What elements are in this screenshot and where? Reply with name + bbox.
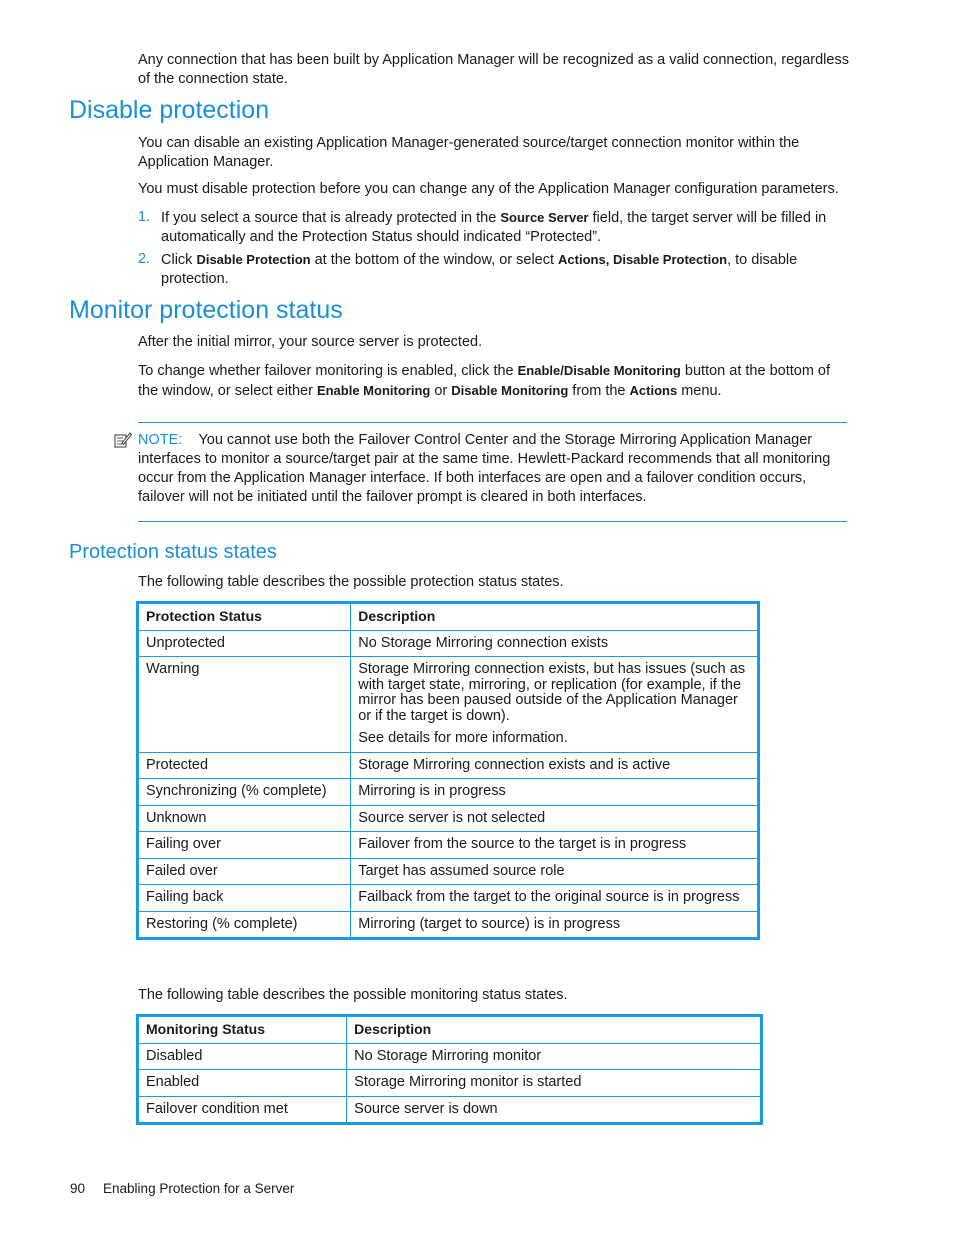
step-text-part: at the bottom of the window, or select <box>310 252 559 268</box>
table-row <box>138 630 759 657</box>
status-cell: Restoring (% complete) <box>138 911 351 939</box>
table-row <box>138 752 759 779</box>
text-part: or <box>430 383 452 399</box>
description-cell: Storage Mirroring monitor is started <box>347 1070 762 1097</box>
table-header-cell: Description <box>347 1016 762 1044</box>
ui-term-actions: Actions <box>629 383 678 398</box>
monitor-paragraph-2 <box>138 361 850 401</box>
table-row <box>138 805 759 832</box>
status-cell: Unprotected <box>138 630 351 657</box>
table-header-row <box>138 1016 762 1044</box>
status-cell: Enabled <box>138 1070 347 1097</box>
note-bottom-rule <box>138 521 847 522</box>
table-row <box>138 885 759 912</box>
table-row <box>138 1070 762 1097</box>
description-paragraph: Storage Mirroring connection exists, but has issues (such as with target state, mirroring, or replication (for example, if the mirror has been paused outside of the Application Manager or if the target is down). <box>358 661 746 724</box>
disable-protection-paragraph-1: You can disable an existing Application Manager-generated source/target connection monitor within the Application Manager. <box>138 135 800 170</box>
step-text <box>161 250 850 289</box>
table-header-cell: Description <box>351 603 759 631</box>
note-top-rule <box>138 422 847 423</box>
heading-monitor-protection-status: Monitor protection status <box>69 296 343 324</box>
description-cell: Source server is not selected <box>351 805 759 832</box>
status-cell: Unknown <box>138 805 351 832</box>
status-cell: Failing over <box>138 832 351 859</box>
disable-protection-paragraph-2: You must disable protection before you can change any of the Application Manager configuration parameters. <box>138 181 839 197</box>
description-paragraph: See details for more information. <box>358 730 568 746</box>
step-text-part: If you select a source that is already protected in the <box>161 210 501 226</box>
text-part: menu. <box>677 383 722 399</box>
monitoring-table-intro: The following table describes the possible monitoring status states. <box>138 987 568 1003</box>
page-number: 90 <box>70 1181 86 1196</box>
protection-status-table <box>136 601 760 940</box>
description-cell <box>351 657 759 753</box>
text-part: button at the bottom of the window, or select either <box>138 363 831 399</box>
table-row <box>138 657 759 753</box>
table-row <box>138 1043 762 1070</box>
table-header-row <box>138 603 759 631</box>
ui-term-source-server: Source Server <box>500 210 589 225</box>
ui-term-enable-monitoring: Enable Monitoring <box>316 383 431 398</box>
step-text-part: , to disable protection. <box>161 252 798 287</box>
table-header-cell: Protection Status <box>138 603 351 631</box>
status-cell: Synchronizing (% complete) <box>138 779 351 806</box>
step-1 <box>138 208 850 247</box>
table-row <box>138 1096 762 1124</box>
table-row <box>138 858 759 885</box>
description-cell: No Storage Mirroring connection exists <box>351 630 759 657</box>
note-icon <box>114 432 132 448</box>
description-cell: Mirroring (target to source) is in progress <box>351 911 759 939</box>
status-cell: Failing back <box>138 885 351 912</box>
description-cell: Storage Mirroring connection exists and is active <box>351 752 759 779</box>
note-paragraph <box>138 431 850 507</box>
ui-term-actions-disable-protection: Actions, Disable Protection <box>558 252 728 267</box>
table-row <box>138 832 759 859</box>
ui-term-disable-protection: Disable Protection <box>196 252 311 267</box>
status-cell: Failover condition met <box>138 1096 347 1124</box>
description-cell: Failback from the target to the original source is in progress <box>351 885 759 912</box>
note-label: NOTE: <box>138 432 183 448</box>
intro-paragraph: Any connection that has been built by Application Manager will be recognized as a valid connection, regardless of the connection state. <box>138 52 849 87</box>
step-2 <box>138 250 850 289</box>
step-text-part: Click <box>161 252 197 268</box>
table-row <box>138 911 759 939</box>
protection-table-intro: The following table describes the possible protection status states. <box>138 574 564 590</box>
step-text-part: field, the target server will be filled in automatically and the Protection Status should indicated “Protected”. <box>161 210 827 245</box>
step-number: 1. <box>138 209 151 225</box>
monitoring-status-table <box>136 1014 763 1125</box>
ui-term-disable-monitoring: Disable Monitoring <box>451 383 569 398</box>
page-footer <box>70 1180 294 1198</box>
status-cell: Disabled <box>138 1043 347 1070</box>
text-part: from the <box>568 383 630 399</box>
status-cell: Failed over <box>138 858 351 885</box>
heading-protection-status-states: Protection status states <box>69 541 277 563</box>
description-cell: Failover from the source to the target is in progress <box>351 832 759 859</box>
note-text: You cannot use both the Failover Control Center and the Storage Mirroring Application Manager interfaces to monitor a source/target pair at the same time. Hewlett-Packard recommends that all monitoring occur from the Application Manager interface. If both interfaces are open and a failover condition occurs, failover will not be initiated until the failover prompt is cleared in both interfaces. <box>138 432 831 505</box>
ui-term-enable-disable-monitoring: Enable/Disable Monitoring <box>517 363 681 378</box>
description-cell: No Storage Mirroring monitor <box>347 1043 762 1070</box>
table-row <box>138 779 759 806</box>
status-cell: Warning <box>138 657 351 753</box>
description-cell: Source server is down <box>347 1096 762 1124</box>
heading-disable-protection: Disable protection <box>69 96 270 124</box>
status-cell: Protected <box>138 752 351 779</box>
table-header-cell: Monitoring Status <box>138 1016 347 1044</box>
chapter-title: Enabling Protection for a Server <box>103 1181 295 1196</box>
description-cell: Mirroring is in progress <box>351 779 759 806</box>
text-part: To change whether failover monitoring is enabled, click the <box>138 363 518 379</box>
step-text <box>161 208 850 247</box>
monitor-paragraph-1: After the initial mirror, your source server is protected. <box>138 334 483 350</box>
description-cell: Target has assumed source role <box>351 858 759 885</box>
step-number: 2. <box>138 251 151 267</box>
